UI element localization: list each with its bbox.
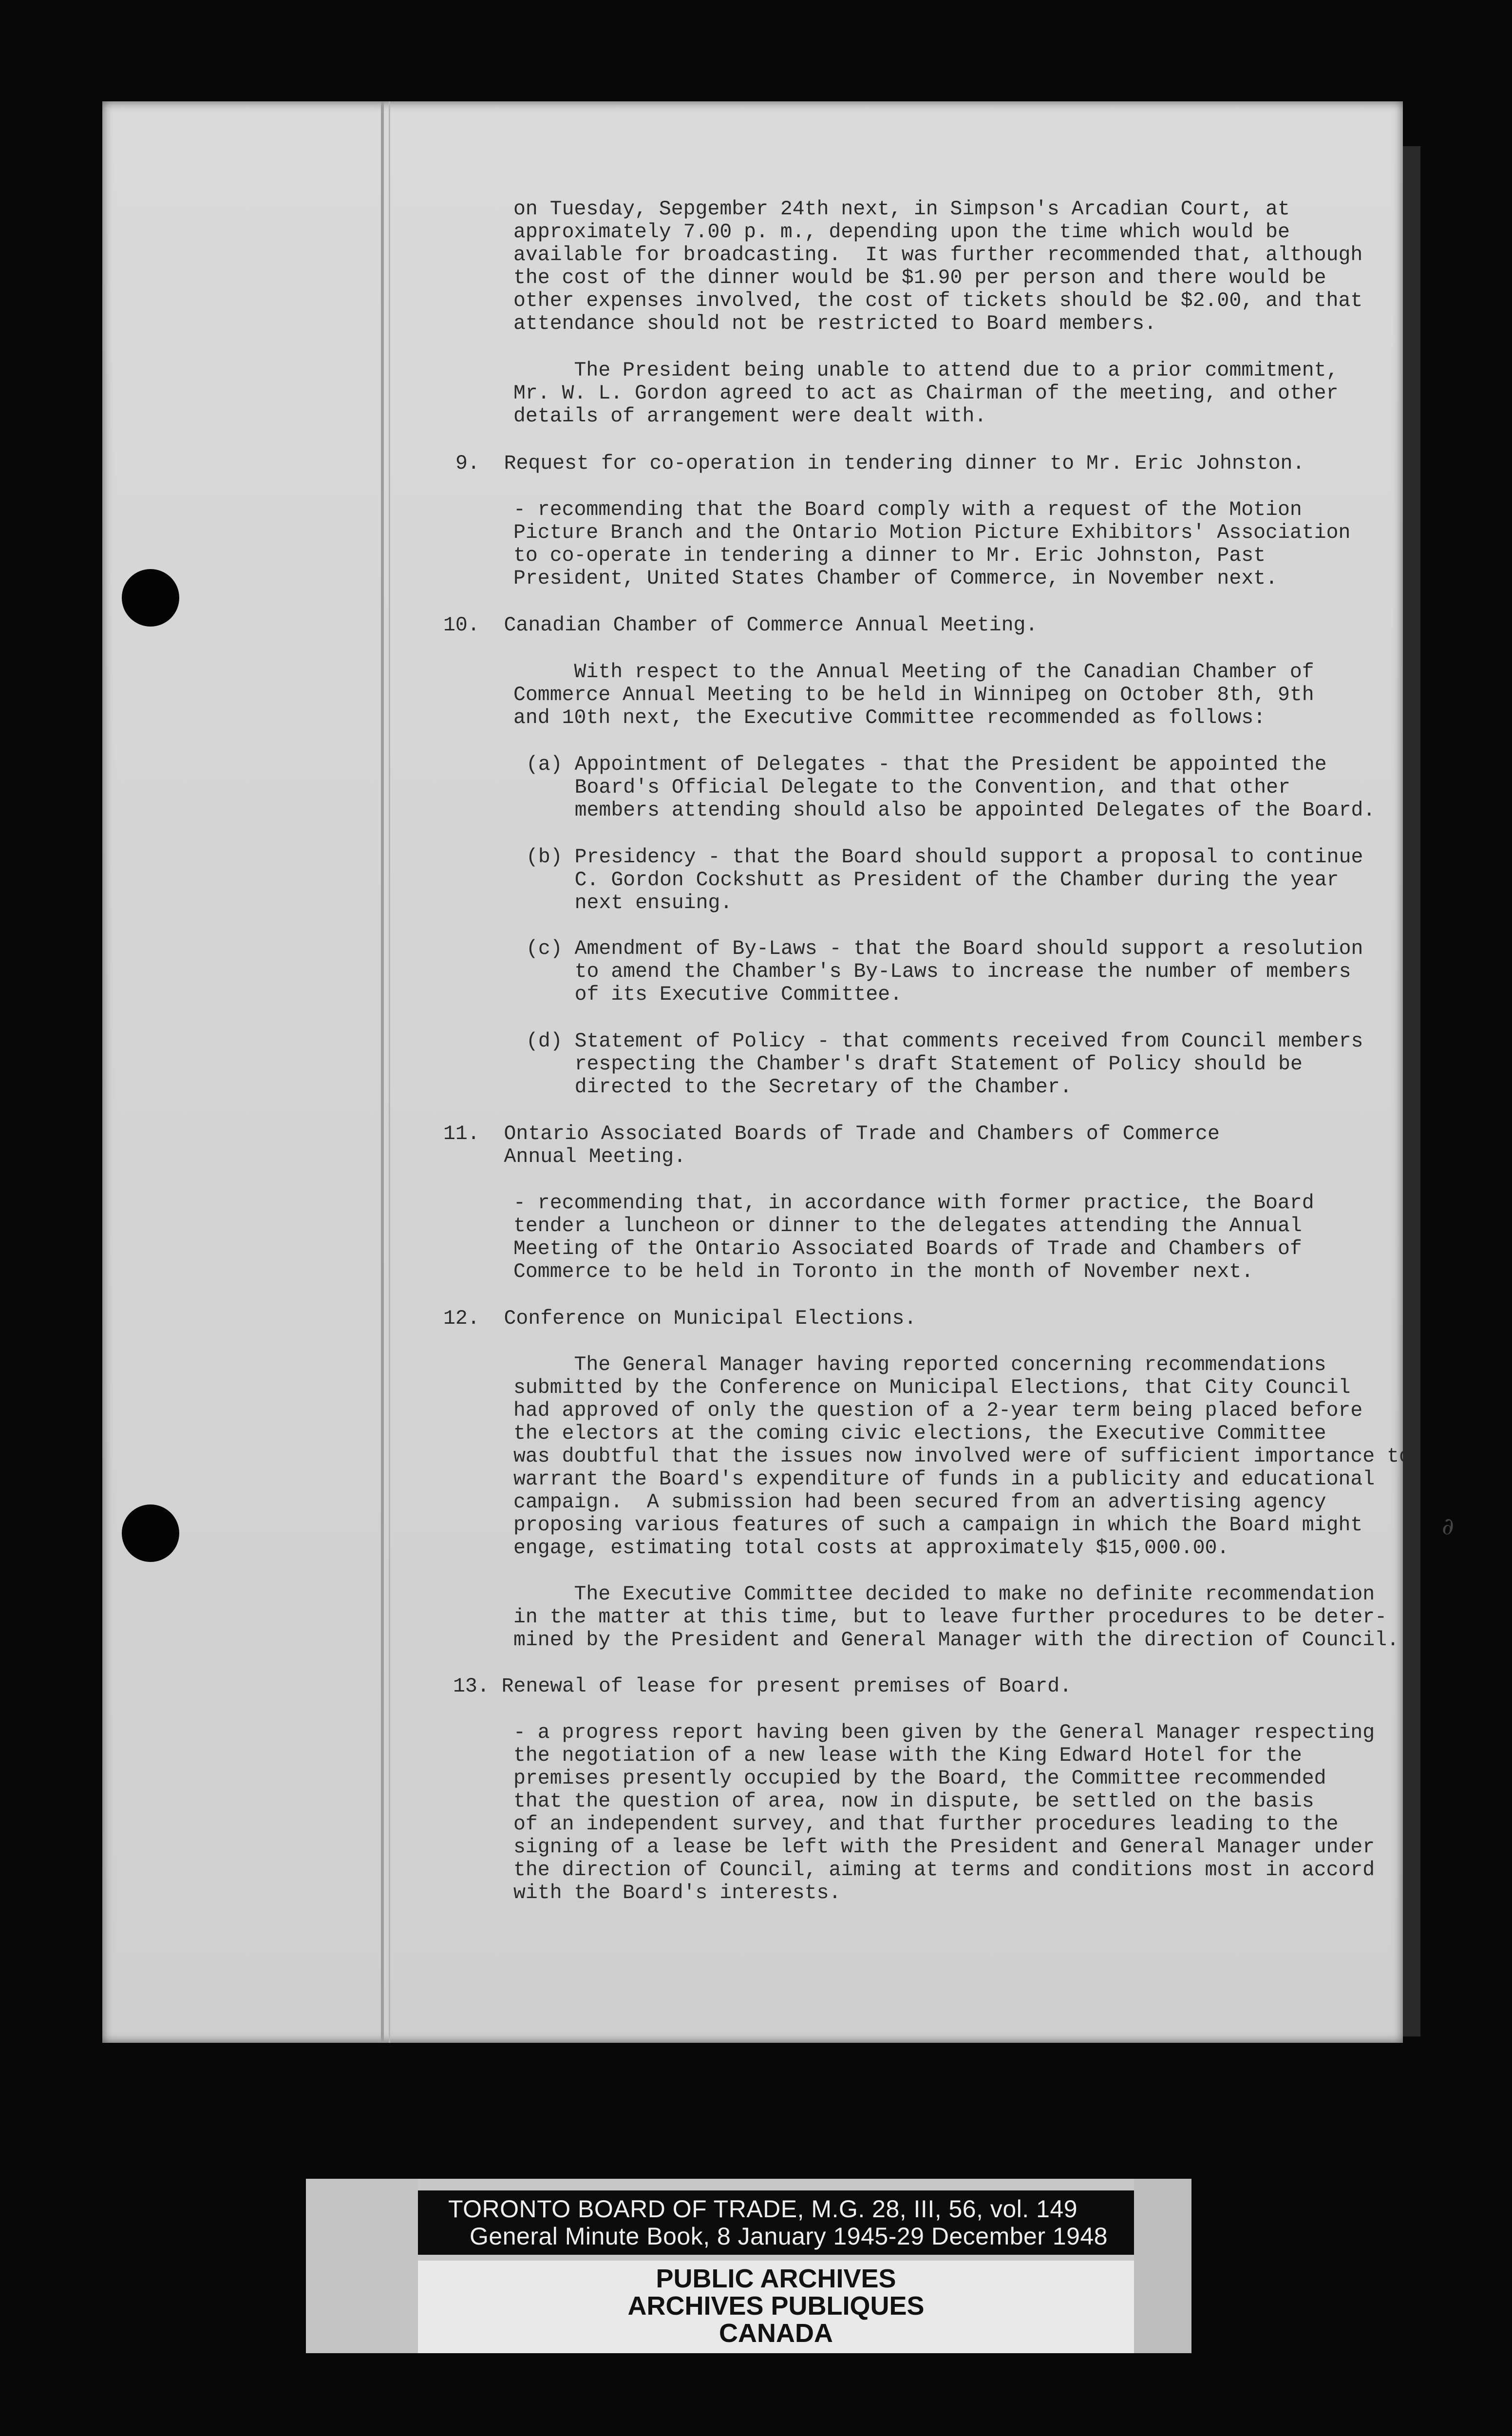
- text-line: members attending should also be appointed Delegates of the Board.: [526, 799, 1376, 822]
- margin-rule: [381, 101, 384, 2043]
- page-edge-shadow: [1403, 146, 1420, 2036]
- text-line: signing of a lease be left with the President and General Manager under: [513, 1836, 1375, 1859]
- document-page: [102, 101, 1411, 2043]
- text-line: President, United States Chamber of Commerce, in November next.: [513, 567, 1278, 590]
- item-heading-10: 10. Canadian Chamber of Commerce Annual Meeting.: [443, 614, 1038, 637]
- text-line: The General Manager having reported concerning recommendations: [513, 1353, 1326, 1376]
- text-line: The Executive Committee decided to make no definite recommendation: [513, 1583, 1375, 1606]
- archive-stamp-line: ARCHIVES PUBLIQUES: [627, 2291, 925, 2321]
- text-line: tender a luncheon or dinner to the delegates attending the Annual: [513, 1215, 1302, 1237]
- text-line: proposing various features of such a campaign in which the Board might: [513, 1514, 1363, 1537]
- text-line: - recommending that the Board comply with a request of the Motion: [513, 498, 1302, 521]
- archive-stamp: [418, 2261, 1134, 2353]
- text-line: directed to the Secretary of the Chamber.: [526, 1076, 1072, 1099]
- text-line: Commerce Annual Meeting to be held in Winnipeg on October 8th, 9th: [513, 684, 1314, 706]
- text-line: of an independent survey, and that further procedures leading to the: [513, 1813, 1339, 1836]
- text-line: next ensuing.: [526, 892, 733, 914]
- sub-item-c: (c) Amendment of By-Laws - that the Board should support a resolution: [526, 937, 1363, 960]
- text-line: the direction of Council, aiming at terms and conditions most in accord: [513, 1859, 1375, 1882]
- text-line: respecting the Chamber's draft Statement of Policy should be: [526, 1053, 1303, 1076]
- archive-stamp-line: PUBLIC ARCHIVES: [656, 2264, 896, 2293]
- text-line: and 10th next, the Executive Committee recommended as follows:: [513, 706, 1266, 729]
- text-line: with the Board's interests.: [513, 1882, 841, 1904]
- item-heading-12: 12. Conference on Municipal Elections.: [443, 1307, 917, 1330]
- text-line: campaign. A submission had been secured from an advertising agency: [513, 1491, 1326, 1514]
- text-line: - recommending that, in accordance with former practice, the Board: [513, 1192, 1314, 1215]
- text-line: With respect to the Annual Meeting of the Canadian Chamber of: [513, 661, 1314, 684]
- text-line: that the question of area, now in dispute, be settled on the basis: [513, 1790, 1314, 1813]
- text-line: the cost of the dinner would be $1.90 per person and there would be: [513, 266, 1326, 289]
- archive-reference-line: General Minute Book, 8 January 1945-29 December 1948: [470, 2223, 1108, 2250]
- text-line: in the matter at this time, but to leave further procedures to be deter-: [513, 1606, 1387, 1629]
- punch-hole-top: [122, 569, 179, 627]
- sub-item-a: (a) Appointment of Delegates - that the President be appointed the: [526, 753, 1327, 776]
- item-heading-9: 9. Request for co-operation in tendering dinner to Mr. Eric Johnston.: [455, 452, 1305, 475]
- text-line: to co-operate in tendering a dinner to Mr. Eric Johnston, Past: [513, 544, 1266, 567]
- text-line: details of arrangement were dealt with.: [513, 405, 987, 428]
- text-line: the negotiation of a new lease with the King Edward Hotel for the: [513, 1744, 1302, 1767]
- label-tab-right: [1134, 2179, 1191, 2353]
- item-heading-11: 11. Ontario Associated Boards of Trade and Chambers of Commerce: [443, 1123, 1220, 1145]
- text-line: submitted by the Conference on Municipal Elections, that City Council: [513, 1376, 1351, 1399]
- label-tab-left: [306, 2179, 418, 2353]
- text-line: available for broadcasting. It was further recommended that, although: [513, 244, 1363, 266]
- text-line: C. Gordon Cockshutt as President of the Chamber during the year: [526, 869, 1339, 892]
- text-line: - a progress report having been given by the General Manager respecting: [513, 1721, 1375, 1744]
- item-heading-13: 13. Renewal of lease for present premises of Board.: [453, 1675, 1072, 1698]
- text-line: Mr. W. L. Gordon agreed to act as Chairman of the meeting, and other: [513, 382, 1339, 405]
- text-line: to amend the Chamber's By-Laws to increase the number of members: [526, 960, 1351, 983]
- text-line: the electors at the coming civic elections, the Executive Committee: [513, 1422, 1326, 1445]
- text-line: Meeting of the Ontario Associated Boards of Trade and Chambers of: [513, 1237, 1302, 1260]
- sub-item-d: (d) Statement of Policy - that comments received from Council members: [526, 1030, 1363, 1053]
- text-line: other expenses involved, the cost of tickets should be $2.00, and that: [513, 289, 1363, 312]
- text-line: had approved of only the question of a 2-year term being placed before: [513, 1399, 1363, 1422]
- margin-rule-secondary: [389, 101, 390, 2043]
- text-line: on Tuesday, Sepgember 24th next, in Simpson's Arcadian Court, at: [513, 198, 1290, 221]
- text-line: attendance should not be restricted to Board members.: [513, 312, 1156, 335]
- archive-label-reference: [418, 2190, 1134, 2255]
- text-line: mined by the President and General Manager with the direction of Council.: [513, 1629, 1399, 1652]
- text-line: Picture Branch and the Ontario Motion Picture Exhibitors' Association: [513, 521, 1351, 544]
- text-line: premises presently occupied by the Board, the Committee recommended: [513, 1767, 1326, 1790]
- archive-stamp-line: CANADA: [719, 2319, 833, 2348]
- text-line: engage, estimating total costs at approximately $15,000.00.: [513, 1537, 1229, 1560]
- text-line: Commerce to be held in Toronto in the month of November next.: [513, 1260, 1254, 1283]
- punch-hole-bottom: [122, 1504, 179, 1562]
- archive-reference-line: TORONTO BOARD OF TRADE, M.G. 28, III, 56, vol. 149: [448, 2195, 1078, 2223]
- text-line: of its Executive Committee.: [526, 983, 903, 1006]
- text-line: was doubtful that the issues now involved were of sufficient importance to: [513, 1445, 1411, 1468]
- stray-mark: ∂: [1442, 1513, 1454, 1540]
- text-line: Annual Meeting.: [443, 1145, 686, 1168]
- text-line: Board's Official Delegate to the Convention, and that other: [526, 776, 1290, 799]
- text-line: warrant the Board's expenditure of funds in a publicity and educational: [513, 1468, 1375, 1491]
- sub-item-b: (b) Presidency - that the Board should support a proposal to continue: [526, 846, 1363, 869]
- text-line: approximately 7.00 p. m., depending upon the time which would be: [513, 221, 1290, 244]
- text-line: The President being unable to attend due to a prior commitment,: [513, 359, 1339, 382]
